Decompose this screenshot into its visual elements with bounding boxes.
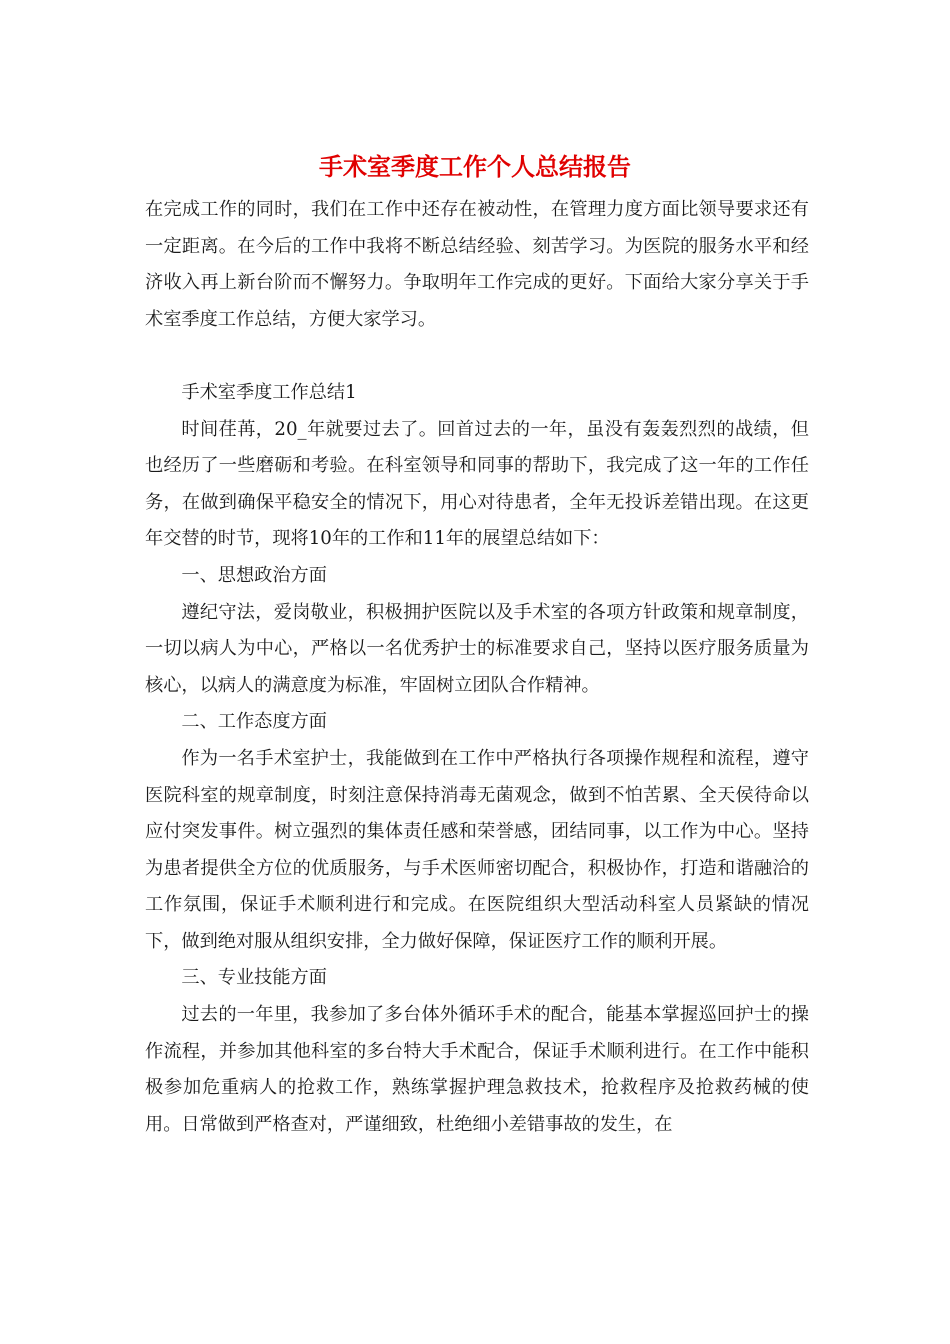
paragraph-1: 时间荏苒，20_年就要过去了。回首过去的一年，虽没有轰轰烈烈的战绩，但也经历了一些磨砺和考验。在科室领导和同事的帮助下，我完成了这一年的工作任务，在做到确保平稳安全的情况下，用心对待患者，全年无投诉差错出现。在这更年交替的时节，现将10年的工作和11年的展望总结如下： xyxy=(145,418,809,550)
heading-political: 一、思想政治方面 xyxy=(181,564,327,586)
document-body xyxy=(145,192,809,1143)
heading-attitude: 二、工作态度方面 xyxy=(181,711,327,733)
paragraph-2: 遵纪守法，爱岗敬业，积极拥护医院以及手术室的各项方针政策和规章制度，一切以病人为中心，严格以一名优秀护士的标准要求自己，坚持以医疗服务质量为核心，以病人的满意度为标准，牢固树立团队合作精神。 xyxy=(145,601,809,696)
intro-paragraph: 在完成工作的同时，我们在工作中还存在被动性，在管理力度方面比领导要求还有一定距离。在今后的工作中我将不断总结经验、刻苦学习。为医院的服务水平和经济收入再上新台阶而不懈努力。争取明年工作完成的更好。下面给大家分享关于手术室季度工作总结，方便大家学习。 xyxy=(145,199,809,330)
paragraph-3: 作为一名手术室护士，我能做到在工作中严格执行各项操作规程和流程，遵守医院科室的规章制度，时刻注意保持消毒无菌观念，做到不怕苦累、全天侯待命以应付突发事件。树立强烈的集体责任感和荣誉感，团结同事，以工作为中心。坚持为患者提供全方位的优质服务，与手术医师密切配合，积极协作，打造和谐融洽的工作氛围，保证手术顺利进行和完成。在医院组织大型活动科室人员紧缺的情况下，做到绝对服从组织安排，全力做好保障，保证医疗工作的顺利开展。 xyxy=(145,747,809,952)
paragraph-4: 过去的一年里，我参加了多台体外循环手术的配合，能基本掌握巡回护士的操作流程，并参加其他科室的多台特大手术配合，保证手术顺利进行。在工作中能积极参加危重病人的抢救工作，熟练掌握护理急救技术，抢救程序及抢救药械的使用。日常做到严格查对，严谨细致，杜绝细小差错事故的发生，在 xyxy=(145,1004,809,1135)
heading-skills: 三、专业技能方面 xyxy=(181,967,327,989)
section-title: 手术室季度工作总结1 xyxy=(181,381,357,403)
paragraph-gap xyxy=(145,338,809,375)
document-title: 手术室季度工作个人总结报告 xyxy=(319,152,631,181)
